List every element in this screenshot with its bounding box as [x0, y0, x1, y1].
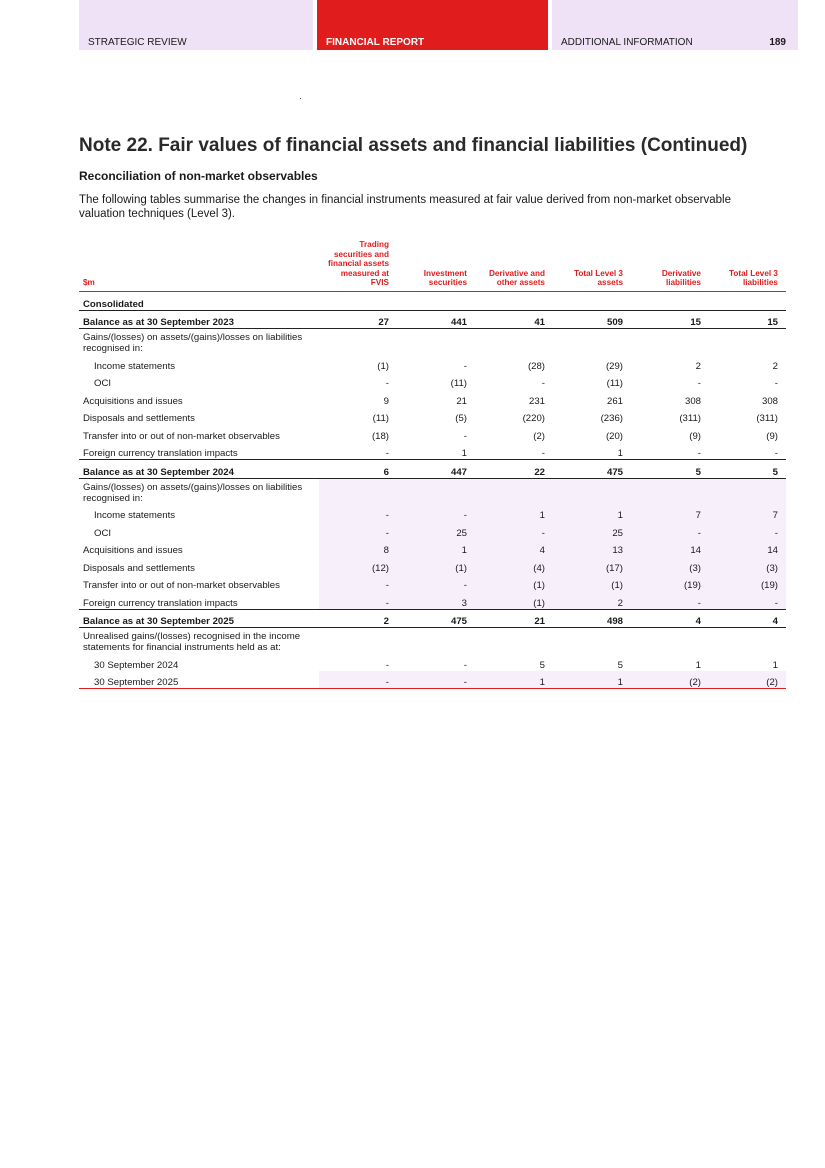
table-cell: 231 [528, 395, 545, 407]
table-cell: 4 [475, 539, 553, 557]
section-subtitle: Reconciliation of non-market observables [79, 169, 318, 183]
table-cell: 1 [461, 448, 467, 459]
table-cell: (29) [605, 360, 623, 372]
table-cell: (1) [377, 360, 389, 372]
table-cell: - [319, 671, 397, 689]
table-cell: 1 [475, 504, 553, 522]
table-row [79, 556, 786, 574]
table-cell: (18) [371, 430, 389, 442]
table-cell: - [463, 360, 467, 372]
table-cell: 1 [617, 448, 623, 459]
table-cell: (11) [450, 378, 467, 389]
table-row [79, 478, 786, 504]
table-cell: 475 [397, 609, 475, 628]
table-cell: 21 [475, 609, 553, 628]
table-cell: 4 [631, 609, 709, 628]
row-label: Foreign currency translation impacts [83, 597, 238, 609]
table-cell: 2 [695, 360, 701, 372]
table-cell: 3 [397, 591, 475, 609]
stray-mark [300, 98, 301, 99]
table-cell: 5 [631, 460, 709, 479]
table-cell: 1 [695, 659, 701, 671]
table-cell: - [697, 378, 701, 389]
table-cell: (220) [522, 413, 545, 424]
table-row [79, 671, 786, 689]
table-cell: (1) [475, 574, 553, 592]
table-cell: (311) [756, 413, 778, 424]
table-cell: - [631, 591, 709, 609]
table-cell: 4 [709, 609, 786, 628]
section-label: Consolidated [83, 298, 144, 310]
table-row [79, 389, 786, 407]
table-row [79, 407, 786, 425]
row-label: Balance as at 30 September 2023 [79, 310, 319, 329]
table-cell: (28) [527, 360, 545, 372]
row-label: 30 September 2024 [94, 659, 179, 671]
table-cell: (3) [631, 556, 709, 574]
row-label: Gains/(losses) on assets/(gains)/losses on liabilities recognised in: [83, 332, 303, 354]
table-cell: (1) [397, 556, 475, 574]
table-cell: 1 [397, 539, 475, 557]
column-header: Derivative and other assets [475, 240, 553, 291]
table-cell: 308 [761, 395, 778, 407]
row-label: Gains/(losses) on assets/(gains)/losses on liabilities recognised in: [83, 481, 303, 504]
table-cell: 41 [475, 310, 553, 329]
table-row [79, 574, 786, 592]
row-label: Balance as at 30 September 2024 [79, 460, 319, 479]
table-row [79, 539, 786, 557]
table-cell: 6 [319, 460, 397, 479]
row-label: Acquisitions and issues [83, 395, 183, 407]
table-row [79, 609, 786, 628]
row-label: Foreign currency translation impacts [83, 448, 238, 459]
table-row [79, 354, 786, 372]
nav-financial-report-label: FINANCIAL REPORT [326, 37, 425, 48]
table-cell: - [385, 378, 389, 389]
table-cell: 7 [631, 504, 709, 522]
table-cell: 9 [383, 395, 389, 407]
table-cell: (19) [709, 574, 786, 592]
table-cell: (2) [709, 671, 786, 689]
table-cell: (9) [766, 430, 778, 442]
table-cell: - [319, 574, 397, 592]
row-label: Income statements [94, 510, 176, 521]
column-header: Trading securities and financial assets measured at FVIS [319, 240, 397, 291]
table-cell: - [541, 378, 545, 389]
table-cell: 15 [709, 310, 786, 329]
page-number: 189 [769, 37, 786, 48]
table-cell: - [397, 671, 475, 689]
table-cell: (12) [319, 556, 397, 574]
table-cell: 1 [553, 671, 631, 689]
column-header: Total Level 3 assets [553, 240, 631, 291]
row-label: Disposals and settlements [83, 562, 195, 574]
table-row [79, 521, 786, 539]
table-row [79, 329, 786, 355]
table-cell: - [319, 521, 397, 539]
row-label: 30 September 2025 [79, 671, 319, 689]
table-cell: - [774, 448, 778, 459]
table-cell: (5) [455, 413, 467, 424]
table-row [79, 504, 786, 522]
table-cell: (11) [372, 413, 389, 424]
table-cell: 22 [475, 460, 553, 479]
row-label: Income statements [94, 360, 176, 372]
table-cell: (236) [600, 413, 623, 424]
table-row [79, 310, 786, 329]
table-cell: 1 [772, 659, 778, 671]
table-cell: 261 [606, 395, 623, 407]
table-cell: 7 [709, 504, 786, 522]
table-cell: 5 [539, 659, 545, 671]
table-cell: 498 [553, 609, 631, 628]
table-cell: - [709, 591, 786, 609]
table-cell: 475 [553, 460, 631, 479]
row-label: Acquisitions and issues [83, 545, 183, 556]
table-cell: 5 [709, 460, 786, 479]
nav-strategic-review-label: STRATEGIC REVIEW [88, 37, 187, 48]
table-cell: - [631, 521, 709, 539]
table-cell: (20) [605, 430, 623, 442]
table-cell: 13 [553, 539, 631, 557]
table-row [79, 442, 786, 460]
table-cell: (4) [475, 556, 553, 574]
nav-financial-report[interactable] [317, 0, 548, 50]
table-section-row [79, 291, 786, 310]
table-cell: (1) [475, 591, 553, 609]
table-cell: - [385, 659, 389, 671]
page-title: Note 22. Fair values of financial assets and financial liabilities (Continued) [79, 135, 748, 156]
table-cell: - [774, 378, 778, 389]
table-cell: 2 [319, 609, 397, 628]
table-cell: (11) [606, 378, 623, 389]
row-label: Transfer into or out of non-market observables [83, 430, 280, 442]
table-cell: 2 [772, 360, 778, 372]
table-cell: 5 [617, 659, 623, 671]
level3-reconciliation-table [79, 240, 786, 689]
intro-paragraph: The following tables summarise the changes in financial instruments measured at fair value derived from non-market observable valuation techniques (Level 3). [79, 194, 731, 220]
table-row [79, 424, 786, 442]
table-header-row [79, 240, 786, 291]
table-cell: 14 [631, 539, 709, 557]
table-cell: - [463, 659, 467, 671]
table-cell: - [475, 521, 553, 539]
table-cell: (311) [679, 413, 701, 424]
column-header: Investment securities [397, 240, 475, 291]
unit-header: $m [79, 240, 319, 291]
table-cell: - [385, 448, 389, 459]
table-cell: (17) [553, 556, 631, 574]
table-row [79, 460, 786, 479]
table-row [79, 372, 786, 390]
table-row [79, 653, 786, 671]
table-cell: 1 [553, 504, 631, 522]
nav-additional-information-label: ADDITIONAL INFORMATION [561, 37, 693, 48]
table-cell: 509 [553, 310, 631, 329]
table-cell: - [697, 448, 701, 459]
table-cell: - [319, 504, 397, 522]
table-cell: (19) [631, 574, 709, 592]
table-cell: - [319, 591, 397, 609]
table-row [79, 628, 786, 654]
table-cell: - [397, 574, 475, 592]
table-cell: 308 [684, 395, 701, 407]
nav-additional-information[interactable] [552, 0, 798, 50]
row-label: Transfer into or out of non-market observables [83, 580, 280, 591]
row-label: Unrealised gains/(losses) recognised in the income statements for financial instruments held as at: [83, 631, 301, 653]
table-cell: 447 [397, 460, 475, 479]
table-row [79, 591, 786, 609]
nav-strategic-review[interactable] [79, 0, 313, 50]
table-cell: (1) [553, 574, 631, 592]
table-cell: - [709, 521, 786, 539]
table-cell: 21 [456, 395, 467, 407]
column-header: Derivative liabilities [631, 240, 709, 291]
table-cell: 441 [397, 310, 475, 329]
column-header: Total Level 3 liabilities [709, 240, 786, 291]
table-cell: (9) [689, 430, 701, 442]
table-cell: 15 [631, 310, 709, 329]
table-cell: (2) [631, 671, 709, 689]
table-cell: - [397, 504, 475, 522]
table-cell: - [541, 448, 545, 459]
row-label: OCI [94, 527, 112, 539]
table-cell: 27 [319, 310, 397, 329]
table-cell: (3) [709, 556, 786, 574]
table-cell: 25 [553, 521, 631, 539]
table-cell: - [463, 430, 467, 442]
row-label: Disposals and settlements [83, 413, 195, 424]
table-cell: 25 [397, 521, 475, 539]
row-label: Balance as at 30 September 2025 [79, 609, 319, 628]
table-cell: 2 [553, 591, 631, 609]
row-label: OCI [94, 378, 112, 389]
table-cell: (2) [533, 430, 545, 442]
table-cell: 1 [475, 671, 553, 689]
table-cell: 8 [319, 539, 397, 557]
table-cell: 14 [709, 539, 786, 557]
